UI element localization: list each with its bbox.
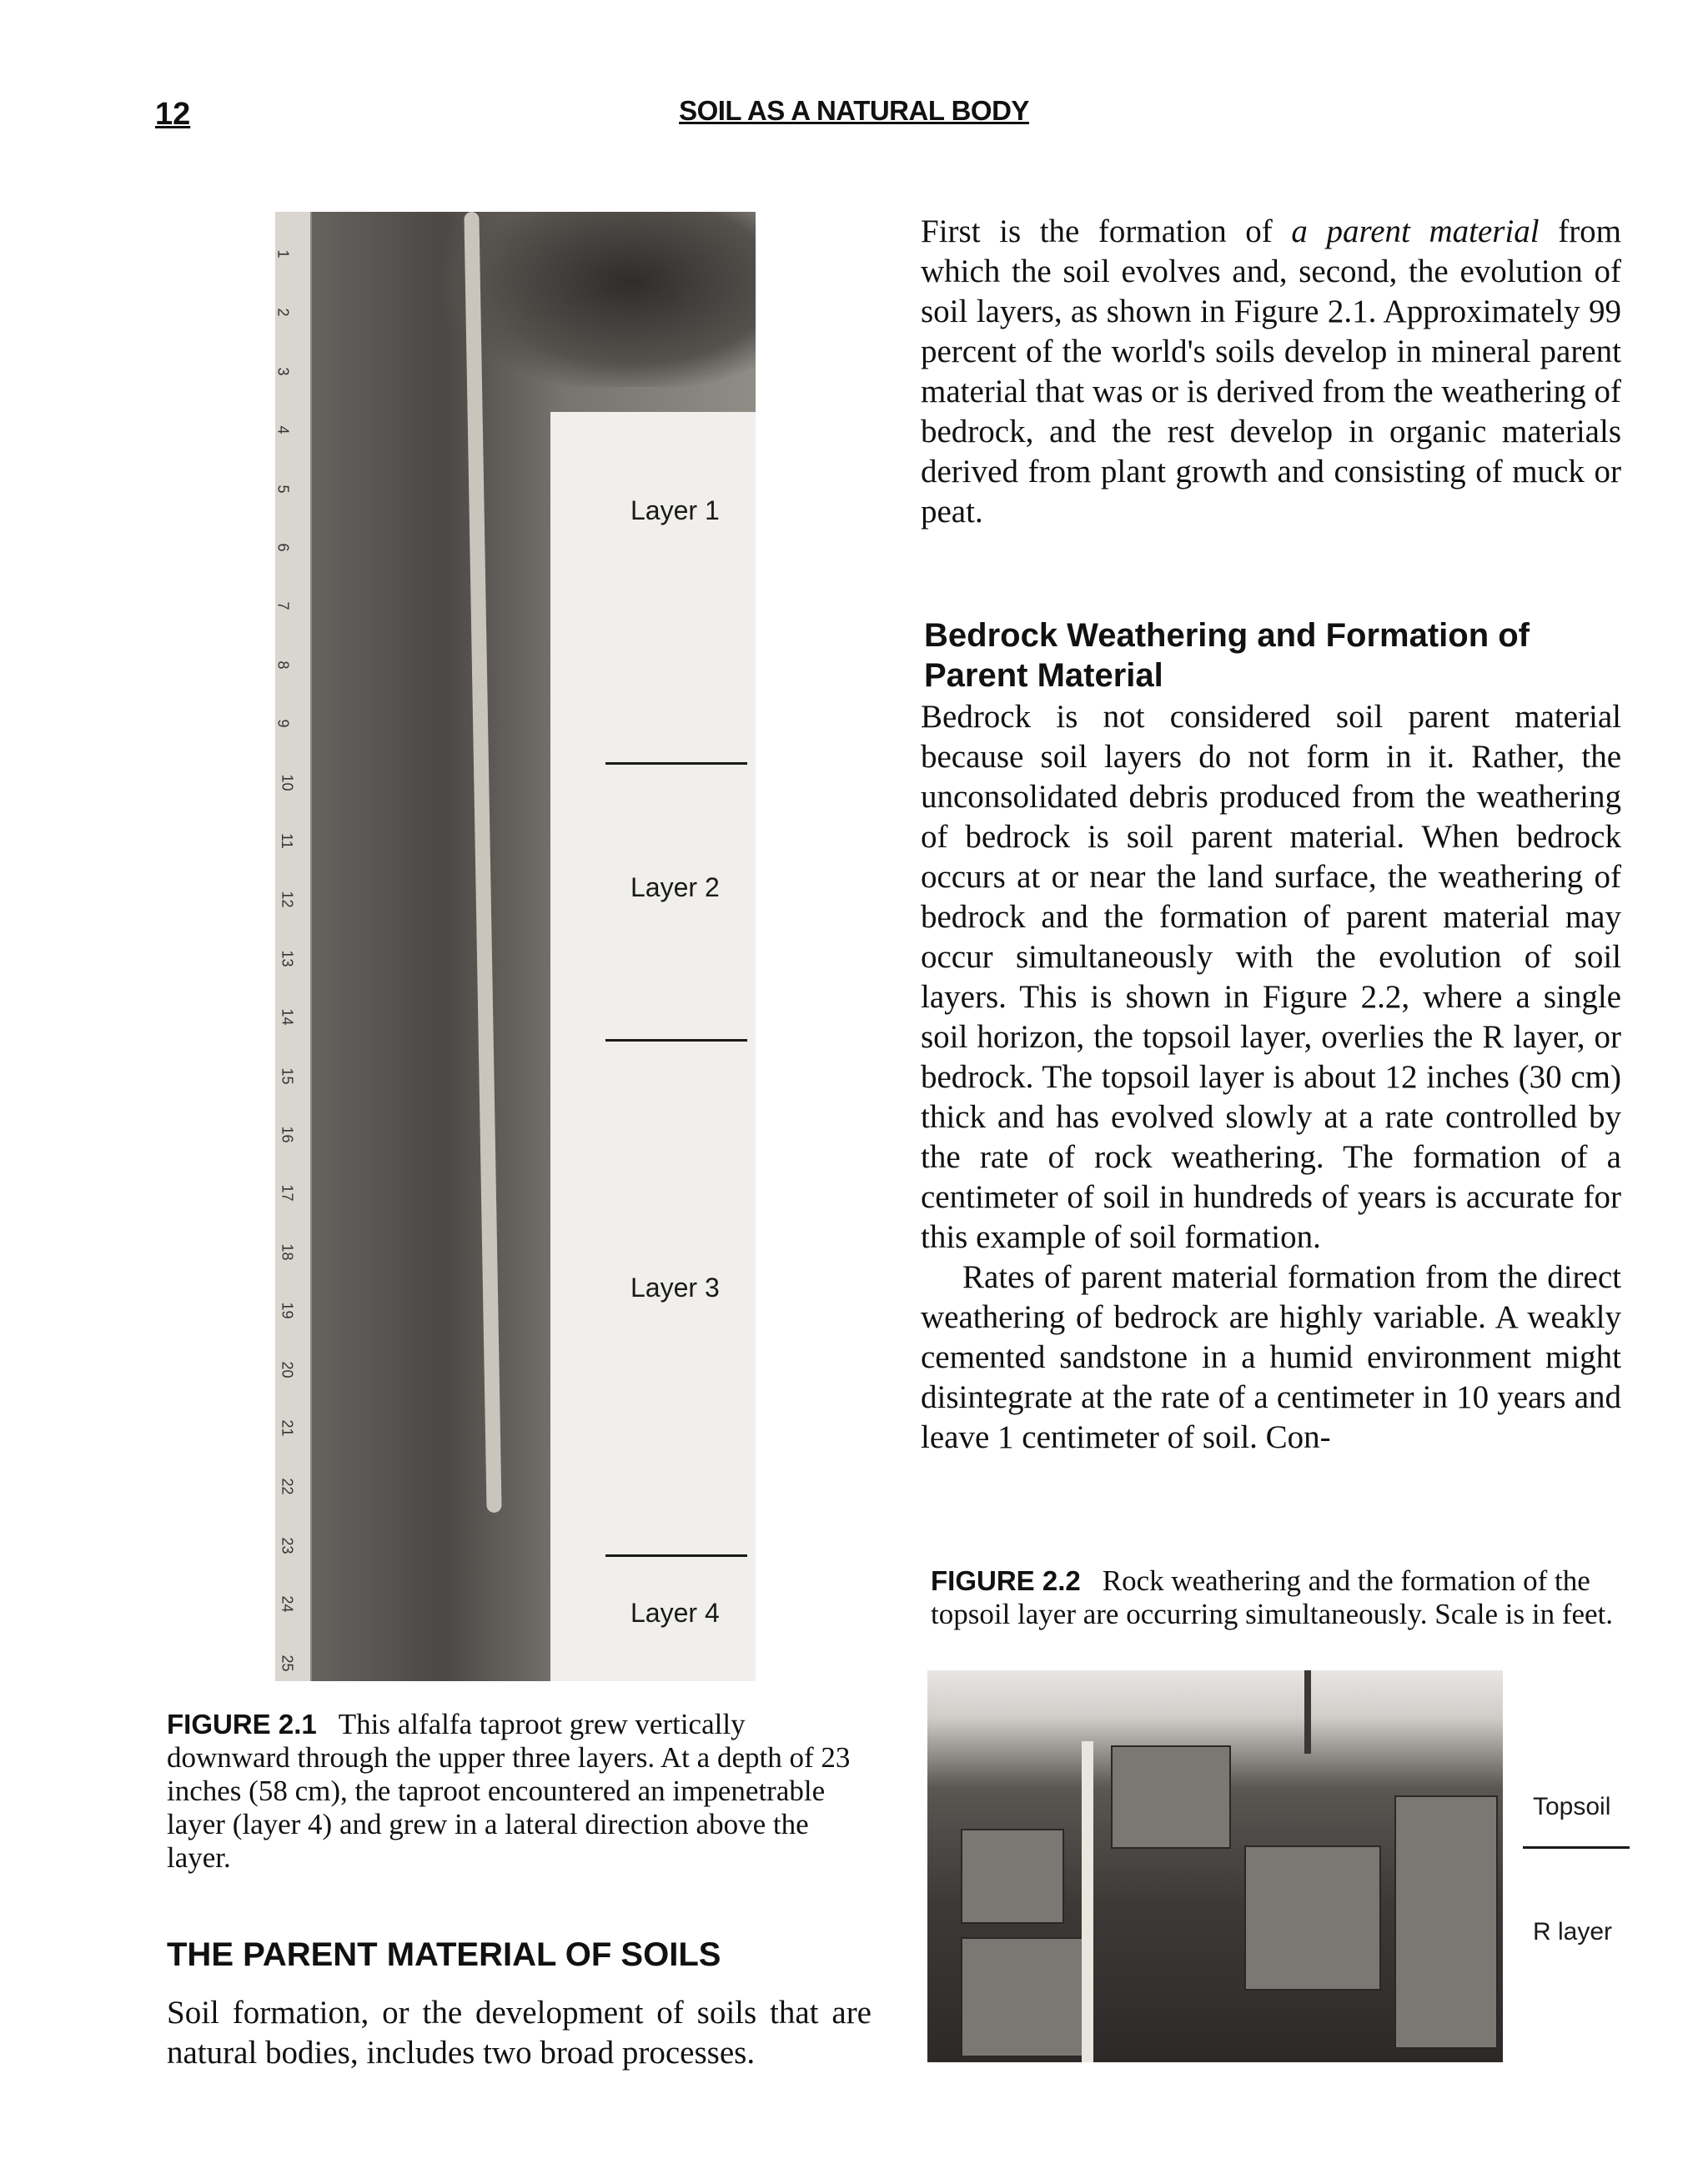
figure-2-2-photo: [927, 1670, 1503, 2062]
layer-divider: [605, 1554, 747, 1557]
running-head: SOIL AS A NATURAL BODY: [679, 95, 1029, 126]
ruler-mark: 2: [275, 308, 292, 317]
ruler-mark: 14: [279, 1008, 296, 1026]
topsoil-label: Topsoil: [1533, 1793, 1611, 1820]
measuring-tape: [275, 212, 312, 1681]
ruler-mark: 17: [279, 1184, 296, 1202]
right-column-text-2: [921, 697, 1621, 1458]
right-column-text: [921, 212, 1621, 532]
taproot: [464, 212, 501, 1513]
alfalfa-tuft: [442, 212, 756, 387]
ruler-mark: 12: [279, 891, 296, 908]
ruler-mark: 6: [275, 543, 292, 552]
ruler-mark: 5: [275, 485, 292, 494]
layer-1-label: Layer 1: [630, 495, 720, 525]
section-intro: [167, 1993, 872, 2073]
figure-2-2-caption-text: Rock weathering and the formation of the topsoil layer are occurring simultaneously. Scale is in feet.: [931, 1564, 1614, 1630]
figure-2-1-caption: [167, 1708, 859, 1875]
ruler-mark: 4: [275, 425, 292, 434]
figure-2-2-caption: [931, 1564, 1615, 1631]
figure-2-1-label: FIGURE 2.1: [167, 1709, 317, 1740]
background-page: [550, 412, 756, 1681]
ruler-mark: 19: [279, 1302, 296, 1319]
ruler-mark: 20: [279, 1361, 296, 1378]
ruler-mark: 1: [275, 249, 292, 259]
rock-block: [1244, 1845, 1381, 1991]
utility-pole: [1304, 1670, 1311, 1754]
ruler-mark: 16: [279, 1126, 296, 1143]
paragraph-2: Bedrock is not considered soil parent material because soil layers do not form in it. Rather, the unconsolidated debris produced from the weathering of bedrock is soil parent material. When bedrock occurs at or near the land surface, the weathering of bedrock and the formation of parent material may occur simultaneously with the evolution of soil layers. This is shown in Figure 2.2, where a single soil horizon, the topsoil layer, overlies the R layer, or bedrock. The topsoil layer is about 12 inches (30 cm) thick and has evolved slowly at a rate controlled by the rate of rock weathering. The formation of a centimeter of soil in hundreds of years is accurate for this example of soil formation.: [921, 699, 1621, 1255]
r-layer-label: R layer: [1533, 1918, 1613, 1946]
intro-paragraph: Soil formation, or the development of soils that are natural bodies, includes two broad processes.: [167, 1995, 872, 2071]
ruler-mark: 25: [279, 1654, 296, 1672]
layer-3-label: Layer 3: [630, 1273, 720, 1303]
ruler-mark: 21: [279, 1419, 296, 1437]
paragraph-1: [921, 212, 1621, 532]
scale-stick: [1082, 1741, 1093, 2062]
p1-start: First is the formation of: [921, 213, 1273, 249]
layer-4-label: Layer 4: [630, 1598, 720, 1628]
figure-2-2-label: FIGURE 2.2: [931, 1565, 1081, 1596]
ruler-mark: 9: [275, 719, 292, 728]
topsoil-divider: [1523, 1846, 1630, 1849]
ruler-mark: 7: [275, 601, 292, 610]
paragraph-3: Rates of parent material formation from the direct weathering of bedrock are highly variable. A weakly cemented sandstone in a humid environment might disintegrate at the rate of a centimeter in 10 years and leave 1 centimeter of soil. Con-: [921, 1259, 1621, 1455]
rock-block: [961, 1937, 1089, 2057]
layer-divider: [605, 762, 747, 765]
subheading: Bedrock Weathering and Formation of Parent Material: [924, 617, 1530, 694]
section-heading: THE PARENT MATERIAL OF SOILS: [167, 1936, 721, 1973]
rock-block: [1394, 1795, 1498, 2049]
rock-block: [961, 1829, 1064, 1924]
p1-emphasis: a parent material: [1291, 213, 1540, 249]
ruler-mark: 23: [279, 1537, 296, 1554]
ruler-mark: 8: [275, 660, 292, 670]
p1-rest: from which the soil evolves and, second, the evolution of soil layers, as shown in Figure 2.1. Approximately 99 percent of the world's soils develop in mineral parent material that was or is derived from the weathering of bedrock, and the rest develop in organic materials derived from plant growth and consisting of muck or peat.: [921, 213, 1622, 530]
ruler-mark: 10: [279, 774, 296, 791]
ruler-mark: 15: [279, 1067, 296, 1085]
ruler-mark: 11: [278, 833, 295, 849]
rock-block: [1111, 1745, 1231, 1849]
page-number: 12: [155, 97, 191, 132]
ruler-mark: 24: [279, 1595, 296, 1613]
ruler-mark: 13: [279, 950, 296, 967]
ruler-mark: 18: [279, 1243, 296, 1261]
ruler-mark: 22: [279, 1478, 296, 1495]
layer-divider: [605, 1039, 747, 1042]
figure-2-1-caption-text: This alfalfa taproot grew vertically downward through the upper three layers. At a depth of 23 inches (58 cm), the taproot encountered an impenetrable layer (layer 4) and grew in a lateral direction above the layer.: [167, 1708, 851, 1874]
figure-2-1-photo: [275, 212, 756, 1681]
layer-2-label: Layer 2: [630, 872, 720, 902]
ruler-mark: 3: [275, 367, 292, 376]
